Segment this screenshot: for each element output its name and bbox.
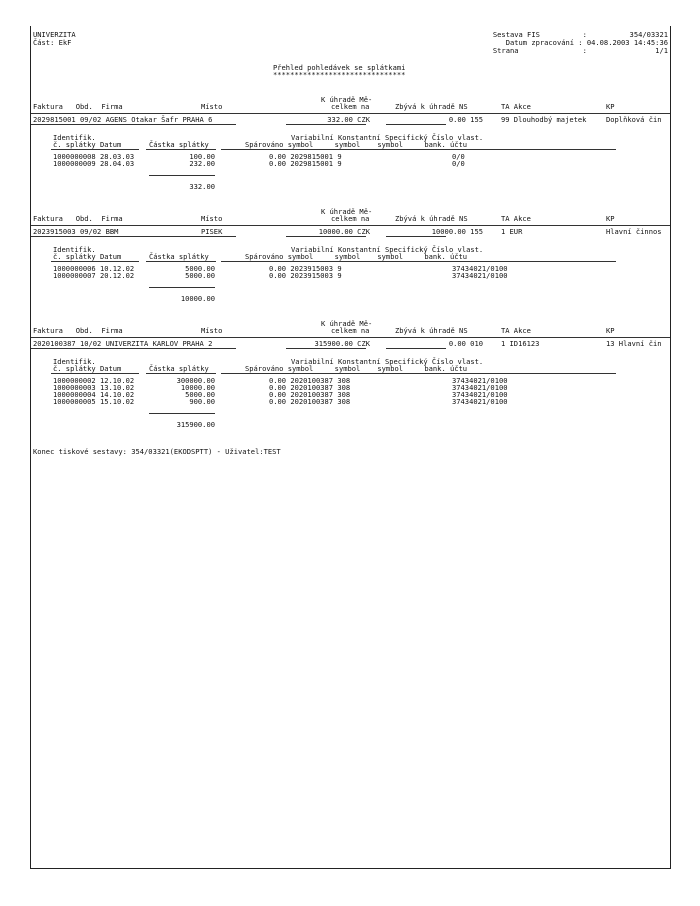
header-rule <box>31 113 670 114</box>
organization-name: UNIVERZITA <box>33 30 76 39</box>
installments-total: 332.00 <box>189 182 215 191</box>
subheader-castka: Částka splátky <box>149 252 209 261</box>
subheader-castka: Částka splátky <box>149 140 209 149</box>
invoice-rule-right <box>386 236 446 237</box>
installment-amount: 5000.00 <box>185 390 215 399</box>
col-header-misto: Místo <box>201 326 223 335</box>
installment-symbols: 0.00 2029815001 9 <box>269 159 342 168</box>
subheader-rule-right <box>221 373 616 374</box>
total-rule <box>149 413 215 414</box>
invoice-rule-mid <box>286 124 366 125</box>
col-header-kp: KP <box>606 102 615 111</box>
subheader-rule-mid <box>146 261 216 262</box>
col-header-kp: KP <box>606 214 615 223</box>
col-header-k-uhrade: K úhradě Mě- <box>321 95 373 104</box>
col-header-kp: KP <box>606 326 615 335</box>
invoice-zbyva: 0.00 010 <box>448 339 483 348</box>
report-title-underline: ******************************* <box>273 70 406 79</box>
subheader-sparovano: Spárováno symbol symbol symbol bank. účtu <box>245 140 468 149</box>
installment-account: 37434021/0100 <box>452 264 508 273</box>
installment-amount: 100.00 <box>189 152 215 161</box>
col-header-ta-akce: TA Akce <box>501 326 531 335</box>
invoice-faktura: 2020100387 10/02 UNIVERZITA KARLOV PRAHA 2 <box>33 339 213 348</box>
subheader-symbols: Variabilní Konstantní Specifický Číslo vlast. <box>291 133 484 142</box>
invoice-rule-mid <box>286 348 366 349</box>
col-header-zbyva-ns: Zbývá k úhradě NS <box>395 102 468 111</box>
col-header-celkem-na: celkem na <box>331 326 370 335</box>
report-title: Přehled pohledávek se splátkami <box>273 63 406 72</box>
total-rule <box>149 175 215 176</box>
installment-symbols: 0.00 2020100387 308 <box>269 383 351 392</box>
installment-id-date: 1000000009 28.04.03 <box>53 159 135 168</box>
invoice-faktura: 2023915003 09/02 BBM <box>33 227 119 236</box>
invoice-kp: 13 Hlavní čin <box>606 339 662 348</box>
invoice-celkem: 315900.00 CZK <box>314 339 370 348</box>
installment-amount: 5000.00 <box>185 271 215 280</box>
invoice-rule-mid <box>286 236 366 237</box>
invoice-misto: PISEK <box>201 227 223 236</box>
subheader-splatka-datum: č. splátky Datum <box>53 252 122 261</box>
subheader-sparovano: Spárováno symbol symbol symbol bank. účtu <box>245 364 468 373</box>
col-header-celkem-na: celkem na <box>331 102 370 111</box>
installment-id-date: 1000000008 28.03.03 <box>53 152 135 161</box>
col-header-ta-akce: TA Akce <box>501 214 531 223</box>
invoice-ta-akce: 1 EUR <box>501 227 523 236</box>
col-header-celkem-na: celkem na <box>331 214 370 223</box>
col-header-zbyva-ns: Zbývá k úhradě NS <box>395 214 468 223</box>
subheader-identifik: Identifik. <box>53 357 96 366</box>
invoice-celkem: 10000.00 CZK <box>318 227 370 236</box>
report-id-line: Sestava FIS : 354/03321 <box>492 30 668 39</box>
col-header-ta-akce: TA Akce <box>501 102 531 111</box>
report-page <box>30 26 671 869</box>
subheader-rule-left <box>51 373 139 374</box>
installment-account: 37434021/0100 <box>452 271 508 280</box>
installment-symbols: 0.00 2020100387 308 <box>269 376 351 385</box>
invoice-celkem: 332.00 CZK <box>327 115 370 124</box>
col-header-faktura-obd-firma: Faktura Obd. Firma <box>33 102 123 111</box>
header-rule <box>31 337 670 338</box>
col-header-faktura-obd-firma: Faktura Obd. Firma <box>33 326 123 335</box>
installment-symbols: 0.00 2029815001 9 <box>269 152 342 161</box>
invoice-rule-left <box>31 236 236 237</box>
installment-amount: 232.00 <box>189 159 215 168</box>
invoice-rule-right <box>386 348 446 349</box>
subheader-rule-mid <box>146 149 216 150</box>
invoice-ta-akce: 1 ID16123 <box>501 339 540 348</box>
col-header-misto: Místo <box>201 102 223 111</box>
installment-account: 0/0 <box>452 159 465 168</box>
col-header-k-uhrade: K úhradě Mě- <box>321 319 373 328</box>
installment-account: 37434021/0100 <box>452 376 508 385</box>
installment-symbols: 0.00 2023915003 9 <box>269 271 342 280</box>
invoice-rule-right <box>386 124 446 125</box>
invoice-zbyva: 10000.00 155 <box>431 227 483 236</box>
installment-symbols: 0.00 2023915003 9 <box>269 264 342 273</box>
invoice-kp: Hlavní činnos <box>606 227 662 236</box>
installments-total: 315900.00 <box>176 420 215 429</box>
subheader-rule-left <box>51 261 139 262</box>
col-header-misto: Místo <box>201 214 223 223</box>
invoice-rule-left <box>31 348 236 349</box>
report-date-line: Datum zpracování : 04.08.2003 14:45:36 <box>505 38 668 47</box>
subheader-splatka-datum: č. splátky Datum <box>53 364 122 373</box>
installment-amount: 5000.00 <box>185 264 215 273</box>
subheader-identifik: Identifik. <box>53 245 96 254</box>
organization-part: Část: EkF <box>33 38 72 47</box>
subheader-rule-left <box>51 149 139 150</box>
report-page-line: Strana : 1/1 <box>492 46 668 55</box>
installment-amount: 900.00 <box>189 397 215 406</box>
col-header-k-uhrade: K úhradě Mě- <box>321 207 373 216</box>
subheader-rule-right <box>221 261 616 262</box>
invoice-ta-akce: 99 Dlouhodbý majetek <box>501 115 587 124</box>
installment-amount: 10000.00 <box>180 383 215 392</box>
total-rule <box>149 287 215 288</box>
invoice-rule-left <box>31 124 236 125</box>
installment-id-date: 1000000004 14.10.02 <box>53 390 135 399</box>
header-rule <box>31 225 670 226</box>
subheader-castka: Částka splátky <box>149 364 209 373</box>
installment-symbols: 0.00 2020100387 308 <box>269 390 351 399</box>
installment-account: 0/0 <box>452 152 465 161</box>
subheader-symbols: Variabilní Konstantní Specifický Číslo vlast. <box>291 245 484 254</box>
installment-amount: 300000.00 <box>176 376 215 385</box>
invoice-faktura: 2029815001 09/02 AGENS Otakar Šafr PRAHA 6 <box>33 115 213 124</box>
subheader-symbols: Variabilní Konstantní Specifický Číslo vlast. <box>291 357 484 366</box>
installment-account: 37434021/0100 <box>452 390 508 399</box>
subheader-rule-right <box>221 149 616 150</box>
installment-account: 37434021/0100 <box>452 383 508 392</box>
installment-account: 37434021/0100 <box>452 397 508 406</box>
invoice-kp: Doplňková čin <box>606 115 662 124</box>
subheader-identifik: Identifik. <box>53 133 96 142</box>
installment-symbols: 0.00 2020100387 308 <box>269 397 351 406</box>
installment-id-date: 1000000007 20.12.02 <box>53 271 135 280</box>
installment-id-date: 1000000005 15.10.02 <box>53 397 135 406</box>
installment-id-date: 1000000006 10.12.02 <box>53 264 135 273</box>
subheader-splatka-datum: č. splátky Datum <box>53 140 122 149</box>
installments-total: 10000.00 <box>180 294 215 303</box>
report-footer: Konec tiskové sestavy: 354/03321(EKODSPTT) - Uživatel:TEST <box>33 447 281 456</box>
installment-id-date: 1000000003 13.10.02 <box>53 383 135 392</box>
col-header-zbyva-ns: Zbývá k úhradě NS <box>395 326 468 335</box>
installment-id-date: 1000000002 12.10.02 <box>53 376 135 385</box>
subheader-sparovano: Spárováno symbol symbol symbol bank. účtu <box>245 252 468 261</box>
invoice-zbyva: 0.00 155 <box>448 115 483 124</box>
subheader-rule-mid <box>146 373 216 374</box>
col-header-faktura-obd-firma: Faktura Obd. Firma <box>33 214 123 223</box>
